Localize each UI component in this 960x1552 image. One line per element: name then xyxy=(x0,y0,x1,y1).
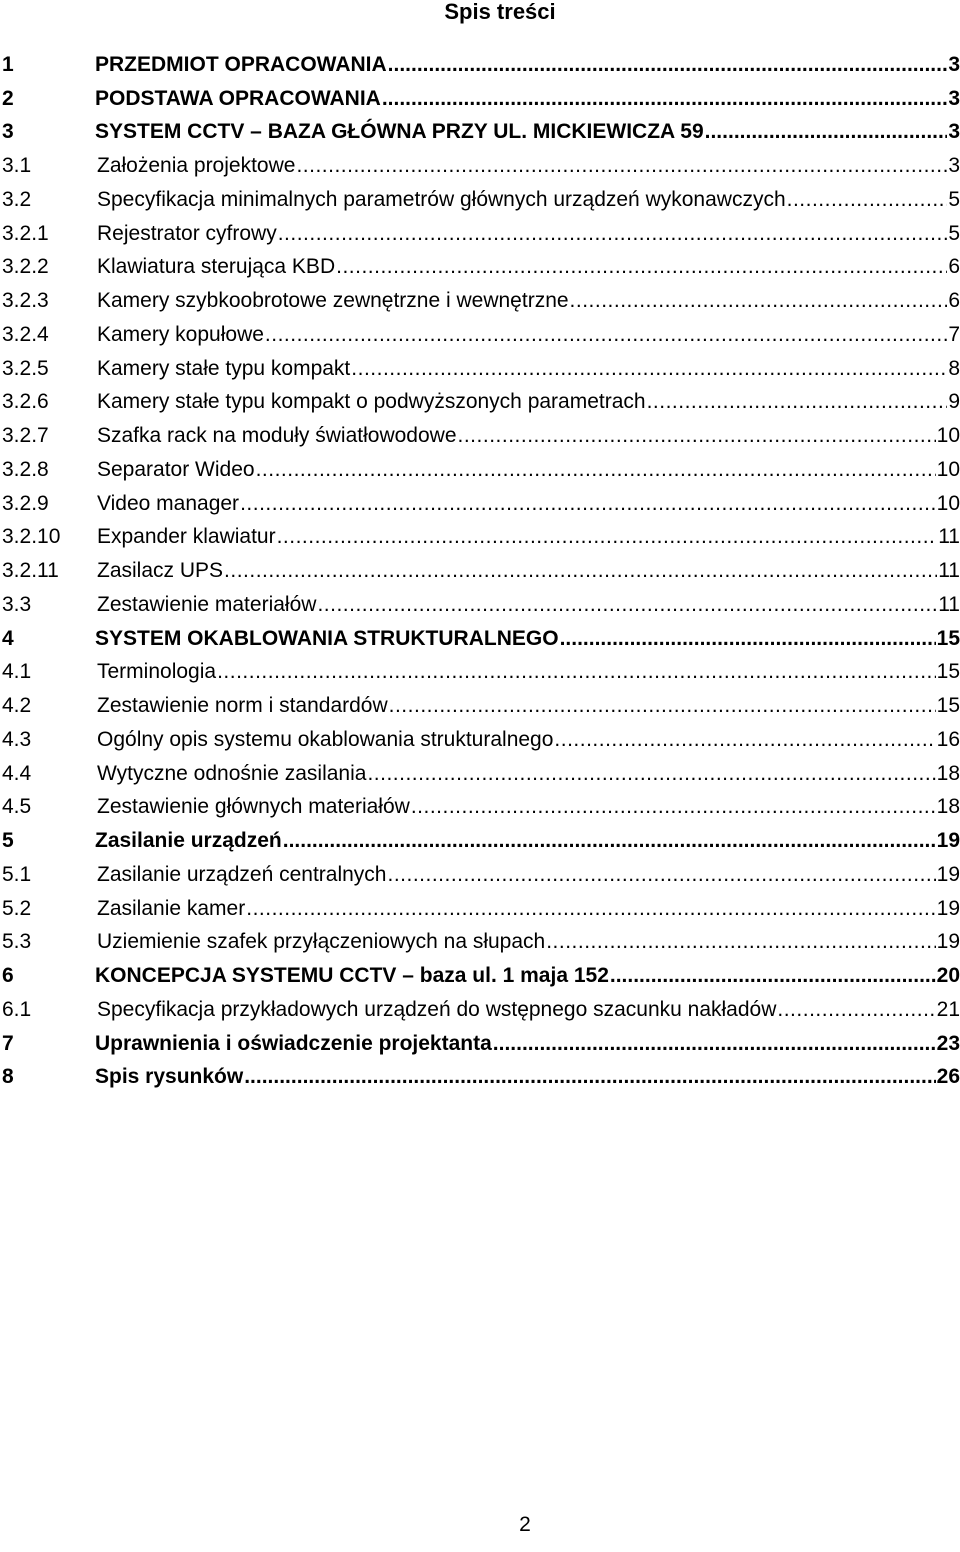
toc-entry-page: 6 xyxy=(948,255,960,279)
toc-entry[interactable] xyxy=(0,386,960,420)
toc-entry[interactable] xyxy=(0,487,960,521)
toc-entry-page: 23 xyxy=(936,1031,960,1055)
table-of-contents xyxy=(0,48,960,1094)
toc-entry-page: 20 xyxy=(936,964,960,988)
toc-entry-number: 3.2.6 xyxy=(2,390,49,414)
toc-dot-leader xyxy=(265,323,947,347)
toc-entry-number: 3.2.8 xyxy=(2,457,49,481)
toc-dot-leader xyxy=(411,795,936,819)
toc-entry-title: Kamery szybkoobrotowe zewnętrzne i wewnętrzne xyxy=(97,289,569,313)
toc-entry-number: 6 xyxy=(2,964,14,988)
toc-dot-leader xyxy=(382,87,947,111)
toc-entry[interactable] xyxy=(0,1027,960,1061)
toc-entry[interactable] xyxy=(0,183,960,217)
toc-entry[interactable] xyxy=(0,116,960,150)
toc-entry-number: 4.4 xyxy=(2,761,32,785)
toc-entry[interactable] xyxy=(0,82,960,116)
toc-entry-title: PRZEDMIOT OPRACOWANIA xyxy=(95,52,387,76)
toc-dot-leader xyxy=(256,458,936,482)
toc-entry-number: 8 xyxy=(2,1065,14,1089)
toc-dot-leader xyxy=(217,660,936,684)
toc-entry-page: 11 xyxy=(938,592,960,616)
toc-entry-title: Rejestrator cyfrowy xyxy=(97,221,277,245)
toc-entry-title: SYSTEM OKABLOWANIA STRUKTURALNEGO xyxy=(95,626,559,650)
toc-entry[interactable] xyxy=(0,959,960,993)
toc-entry-number: 3.2.10 xyxy=(2,525,61,549)
toc-entry[interactable] xyxy=(0,217,960,251)
toc-dot-leader xyxy=(367,762,935,786)
toc-entry[interactable] xyxy=(0,791,960,825)
toc-entry-title: PODSTAWA OPRACOWANIA xyxy=(95,86,381,110)
toc-entry[interactable] xyxy=(0,1061,960,1095)
toc-entry-title: Kamery stałe typu kompakt xyxy=(97,356,351,380)
toc-entry[interactable] xyxy=(0,588,960,622)
toc-dot-leader xyxy=(787,188,948,212)
toc-entry-number: 5.2 xyxy=(2,896,32,920)
toc-entry-number: 3.2.5 xyxy=(2,356,49,380)
toc-entry-title: Zasilanie urządzeń xyxy=(95,829,282,853)
toc-entry-page: 18 xyxy=(936,761,960,785)
toc-dot-leader xyxy=(244,1065,935,1089)
toc-entry-title: Szafka rack na moduły światłowodowe xyxy=(97,424,457,448)
toc-entry-page: 10 xyxy=(936,491,960,515)
toc-entry-page: 10 xyxy=(936,457,960,481)
toc-entry-page: 16 xyxy=(936,727,960,751)
toc-entry-title: Wytyczne odnośnie zasilania xyxy=(97,761,367,785)
toc-entry[interactable] xyxy=(0,858,960,892)
toc-entry-number: 5.3 xyxy=(2,930,32,954)
toc-entry-page: 10 xyxy=(936,424,960,448)
toc-entry-page: 8 xyxy=(948,356,960,380)
toc-entry[interactable] xyxy=(0,149,960,183)
toc-entry-number: 3.1 xyxy=(2,154,32,178)
toc-dot-leader xyxy=(283,829,936,853)
toc-entry-title: Zestawienie głównych materiałów xyxy=(97,795,410,819)
toc-dot-leader xyxy=(246,897,935,921)
toc-dot-leader xyxy=(493,1032,936,1056)
toc-dot-leader xyxy=(570,289,948,313)
toc-entry-title: KONCEPCJA SYSTEMU CCTV – baza ul. 1 maja 152 xyxy=(95,964,609,988)
toc-dot-leader xyxy=(351,357,947,381)
toc-entry[interactable] xyxy=(0,318,960,352)
toc-dot-leader xyxy=(278,222,948,246)
toc-entry[interactable] xyxy=(0,521,960,555)
toc-entry-page: 3 xyxy=(948,52,960,76)
toc-entry-title: Klawiatura sterująca KBD xyxy=(97,255,336,279)
toc-entry-number: 3.2.2 xyxy=(2,255,49,279)
toc-entry-title: Specyfikacja minimalnych parametrów głównych urządzeń wykonawczych xyxy=(97,187,786,211)
toc-entry-page: 3 xyxy=(948,154,960,178)
toc-entry[interactable] xyxy=(0,824,960,858)
toc-dot-leader xyxy=(458,424,936,448)
toc-entry[interactable] xyxy=(0,453,960,487)
toc-entry-title: Kamery stałe typu kompakt o podwyższonych parametrach xyxy=(97,390,646,414)
toc-entry-page: 7 xyxy=(948,322,960,346)
toc-dot-leader xyxy=(296,154,947,178)
toc-entry-number: 3 xyxy=(2,120,14,144)
toc-dot-leader xyxy=(647,390,948,414)
toc-entry[interactable] xyxy=(0,757,960,791)
toc-entry-page: 15 xyxy=(936,626,960,650)
toc-entry-page: 11 xyxy=(938,559,960,583)
page-title: Spis treści xyxy=(444,0,556,24)
toc-entry-title: Zasilanie urządzeń centralnych xyxy=(97,862,387,886)
toc-entry-title: Uziemienie szafek przyłączeniowych na słupach xyxy=(97,930,546,954)
toc-dot-leader xyxy=(388,863,936,887)
toc-entry-title: SYSTEM CCTV – BAZA GŁÓWNA PRZY UL. MICKIEWICZA 59 xyxy=(95,120,704,144)
toc-dot-leader xyxy=(317,593,937,617)
toc-entry[interactable] xyxy=(0,352,960,386)
toc-entry-page: 19 xyxy=(936,862,960,886)
toc-entry-page: 5 xyxy=(948,221,960,245)
toc-entry-page: 3 xyxy=(948,120,960,144)
toc-entry-number: 3.2.9 xyxy=(2,491,49,515)
toc-entry-number: 4 xyxy=(2,626,14,650)
toc-entry-page: 26 xyxy=(936,1065,960,1089)
toc-entry[interactable] xyxy=(0,48,960,82)
toc-entry-page: 9 xyxy=(948,390,960,414)
toc-entry[interactable] xyxy=(0,419,960,453)
toc-entry-page: 19 xyxy=(936,896,960,920)
toc-entry-number: 2 xyxy=(2,86,14,110)
toc-entry-title: Zestawienie materiałów xyxy=(97,592,317,616)
toc-entry[interactable] xyxy=(0,689,960,723)
toc-entry-title: Założenia projektowe xyxy=(97,154,296,178)
toc-entry-title: Zestawienie norm i standardów xyxy=(97,694,388,718)
toc-dot-leader xyxy=(277,525,938,549)
page-number: 2 xyxy=(519,1513,531,1536)
toc-entry[interactable] xyxy=(0,251,960,285)
toc-entry[interactable] xyxy=(0,622,960,656)
toc-entry-number: 4.2 xyxy=(2,694,32,718)
toc-entry-page: 6 xyxy=(948,289,960,313)
toc-entry-page: 11 xyxy=(938,525,960,549)
toc-entry-number: 7 xyxy=(2,1031,14,1055)
toc-entry-title: Spis rysunków xyxy=(95,1065,244,1089)
toc-dot-leader xyxy=(388,53,948,77)
toc-entry-number: 3.2.11 xyxy=(2,559,59,583)
toc-dot-leader xyxy=(389,694,936,718)
toc-entry-number: 6.1 xyxy=(2,997,32,1021)
toc-entry-title: Video manager xyxy=(97,491,240,515)
toc-entry-number: 3.2.3 xyxy=(2,289,49,313)
toc-entry[interactable] xyxy=(0,892,960,926)
toc-dot-leader xyxy=(777,998,935,1022)
toc-entry-number: 1 xyxy=(2,52,14,76)
toc-entry-number: 3.3 xyxy=(2,592,32,616)
toc-dot-leader xyxy=(560,627,936,651)
toc-entry-number: 3.2.7 xyxy=(2,424,49,448)
toc-entry-number: 3.2 xyxy=(2,187,32,211)
toc-entry-title: Terminologia xyxy=(97,660,217,684)
toc-entry-page: 18 xyxy=(936,795,960,819)
toc-entry[interactable] xyxy=(0,926,960,960)
toc-entry-number: 4.1 xyxy=(2,660,32,684)
toc-entry[interactable] xyxy=(0,284,960,318)
toc-entry-number: 5 xyxy=(2,829,14,853)
toc-entry-page: 5 xyxy=(948,187,960,211)
toc-entry-title: Uprawnienia i oświadczenie projektanta xyxy=(95,1031,492,1055)
toc-entry-title: Zasilacz UPS xyxy=(97,559,224,583)
toc-entry-number: 4.3 xyxy=(2,727,32,751)
toc-entry-title: Specyfikacja przykładowych urządzeń do wstępnego szacunku nakładów xyxy=(97,997,777,1021)
toc-entry-page: 19 xyxy=(936,930,960,954)
toc-entry-title: Zasilanie kamer xyxy=(97,896,246,920)
toc-dot-leader xyxy=(546,930,935,954)
toc-dot-leader xyxy=(610,964,936,988)
toc-entry-number: 3.2.4 xyxy=(2,322,49,346)
toc-entry-page: 15 xyxy=(936,694,960,718)
toc-dot-leader xyxy=(336,255,947,279)
toc-entry[interactable] xyxy=(0,993,960,1027)
toc-entry-page: 3 xyxy=(948,86,960,110)
toc-entry-title: Expander klawiatur xyxy=(97,525,276,549)
toc-entry-page: 19 xyxy=(936,829,960,853)
toc-entry-page: 21 xyxy=(936,997,960,1021)
toc-dot-leader xyxy=(554,728,935,752)
toc-entry-number: 5.1 xyxy=(2,862,32,886)
toc-entry-number: 4.5 xyxy=(2,795,32,819)
toc-dot-leader xyxy=(224,559,937,583)
toc-dot-leader xyxy=(705,120,948,144)
toc-entry-number: 3.2.1 xyxy=(2,221,49,245)
toc-dot-leader xyxy=(240,492,936,516)
toc-entry-title: Kamery kopułowe xyxy=(97,322,264,346)
toc-entry-title: Ogólny opis systemu okablowania strukturalnego xyxy=(97,727,554,751)
toc-entry[interactable] xyxy=(0,554,960,588)
toc-entry[interactable] xyxy=(0,656,960,690)
toc-entry-page: 15 xyxy=(936,660,960,684)
toc-entry-title: Separator Wideo xyxy=(97,457,255,481)
toc-entry[interactable] xyxy=(0,723,960,757)
